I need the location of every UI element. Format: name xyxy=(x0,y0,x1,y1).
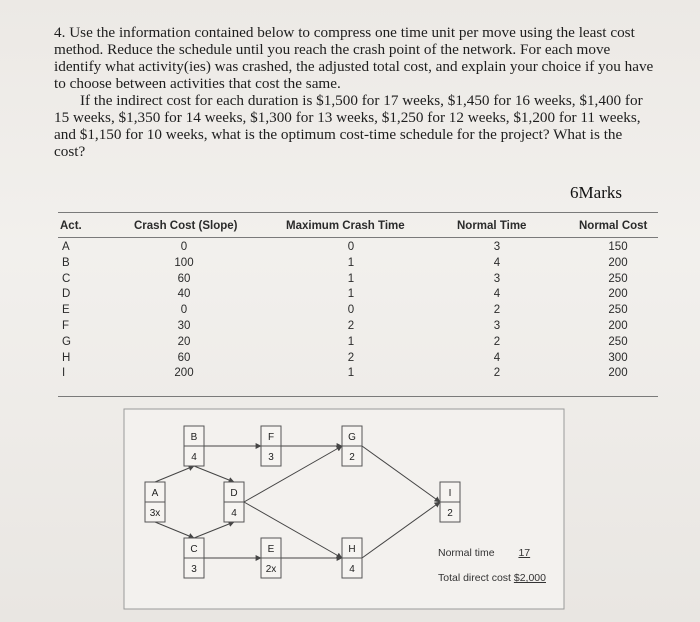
table-cell-normal-time: 2 xyxy=(493,335,501,348)
table-cell-act: B xyxy=(62,256,70,269)
table-cell-crash-cost: 60 xyxy=(177,272,191,285)
table-cell-act: E xyxy=(62,304,70,317)
table-cell-max-crash-time: 1 xyxy=(347,367,355,380)
table-cell-max-crash-time: 0 xyxy=(347,304,355,317)
table-cell-normal-time: 3 xyxy=(493,319,501,332)
table-cell-normal-cost: 200 xyxy=(608,256,628,269)
node-label: B xyxy=(190,432,198,443)
table-cell-normal-cost: 200 xyxy=(608,367,628,380)
table-cell-max-crash-time: 1 xyxy=(347,335,355,348)
table-cell-act: C xyxy=(62,272,71,285)
table-cell-normal-time: 2 xyxy=(493,304,501,317)
table-cell-act: D xyxy=(62,288,71,301)
node-duration: 3 xyxy=(191,564,197,575)
node-duration: 3x xyxy=(149,508,161,519)
table-cell-normal-time: 3 xyxy=(493,272,501,285)
header-normal-time: Normal Time xyxy=(457,220,527,232)
node-label: E xyxy=(267,544,275,555)
node-e xyxy=(261,538,281,578)
header-crash-cost: Crash Cost (Slope) xyxy=(134,220,238,232)
table-cell-max-crash-time: 2 xyxy=(347,351,355,364)
table-cell-max-crash-time: 1 xyxy=(347,272,355,285)
node-a xyxy=(145,482,165,522)
total-direct-cost-value: $2,000 xyxy=(513,572,546,584)
node-duration: 2 xyxy=(349,452,355,463)
node-label: D xyxy=(230,488,238,499)
table-cell-crash-cost: 40 xyxy=(177,288,191,301)
header-act: Act. xyxy=(60,220,82,232)
table-cell-max-crash-time: 0 xyxy=(347,241,355,253)
table-cell-act: A xyxy=(62,241,70,253)
node-f xyxy=(261,426,281,466)
table-cell-normal-time: 3 xyxy=(493,241,501,253)
node-duration: 3 xyxy=(268,452,274,463)
node-label: H xyxy=(348,544,356,555)
node-b xyxy=(184,426,204,466)
node-label: G xyxy=(348,432,356,443)
table-cell-normal-cost: 250 xyxy=(608,335,628,348)
table-cell-act: G xyxy=(62,335,71,348)
node-label: I xyxy=(448,488,452,499)
node-label: A xyxy=(151,488,159,499)
node-h xyxy=(342,538,362,578)
table-cell-crash-cost: 200 xyxy=(174,367,194,380)
table-cell-act: H xyxy=(62,351,71,364)
normal-time-value: 17 xyxy=(518,547,531,559)
question-paragraph-2: If the indirect cost for each duration is $1,500 for 17 weeks, $1,450 for 16 weeks, $1,400 for 15 weeks, $1,350 for 14 weeks, $1,300 for 13 weeks, $1,250 for 12 weeks, $1,200 for 11 weeks, and $1,150 for 10 weeks, what is the optimum cost-time schedule for the project? What is the cost? xyxy=(54,92,643,160)
marks-label: 6Marks xyxy=(570,183,622,202)
node-duration: 4 xyxy=(191,452,197,463)
table-cell-max-crash-time: 1 xyxy=(347,288,355,301)
node-label: F xyxy=(267,432,275,443)
node-duration: 4 xyxy=(231,508,237,519)
header-normal-cost: Normal Cost xyxy=(579,220,648,232)
table-cell-max-crash-time: 1 xyxy=(347,256,355,269)
node-duration: 4 xyxy=(349,564,355,575)
table-cell-crash-cost: 20 xyxy=(177,335,191,348)
table-cell-normal-cost: 200 xyxy=(608,288,628,301)
table-cell-normal-time: 4 xyxy=(493,256,501,269)
table-cell-act: F xyxy=(62,319,70,332)
node-g xyxy=(342,426,362,466)
table-cell-normal-cost: 200 xyxy=(608,319,628,332)
node-label: C xyxy=(190,544,198,555)
table-cell-act: I xyxy=(62,367,66,380)
table-cell-normal-time: 4 xyxy=(493,288,501,301)
total-direct-cost-legend xyxy=(438,572,546,584)
node-duration: 2x xyxy=(265,564,277,575)
question-paragraph-1: 4. Use the information contained below to compress one time unit per move using the least cost method. Reduce the schedule until you reach the crash point of the network. For each move identify what activity(ies) was crashed, the adjusted total cost, and explain your choice if you have to choose between activities that cost the same. xyxy=(54,24,654,92)
node-duration: 2 xyxy=(447,508,453,519)
table-cell-crash-cost: 30 xyxy=(177,319,191,332)
table-cell-normal-cost: 300 xyxy=(608,351,628,364)
node-d xyxy=(224,482,244,522)
table-cell-normal-time: 2 xyxy=(493,367,501,380)
node-c xyxy=(184,538,204,578)
total-direct-cost-label: Total direct cost xyxy=(438,572,511,584)
table-cell-crash-cost: 0 xyxy=(180,304,188,317)
table-cell-crash-cost: 100 xyxy=(174,256,194,269)
node-i xyxy=(440,482,460,522)
normal-time-label: Normal time xyxy=(438,547,495,559)
table-cell-crash-cost: 0 xyxy=(180,241,188,253)
table-cell-max-crash-time: 2 xyxy=(347,319,355,332)
table-cell-normal-cost: 250 xyxy=(608,272,628,285)
header-max-crash-time: Maximum Crash Time xyxy=(286,220,405,232)
table-cell-normal-cost: 150 xyxy=(608,241,628,253)
table-cell-crash-cost: 60 xyxy=(177,351,191,364)
normal-time-legend xyxy=(438,547,530,559)
table-cell-normal-cost: 250 xyxy=(608,304,628,317)
table-cell-normal-time: 4 xyxy=(493,351,501,364)
